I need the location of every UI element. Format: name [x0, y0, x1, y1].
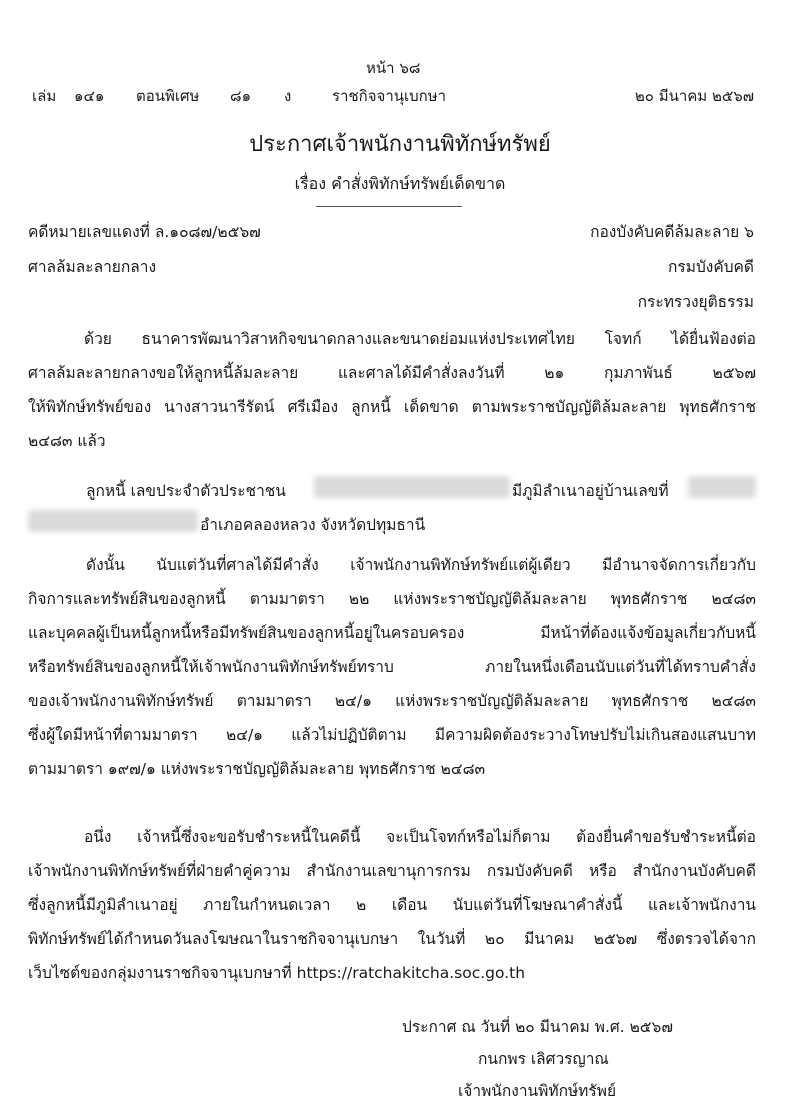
section-letter: ง [284, 87, 292, 105]
debtor-district: อำเภอคลองหลวง จังหวัดปทุมธานี [200, 516, 426, 534]
court-name: ศาลล้มละลายกลาง [28, 258, 157, 276]
redacted-id-number [314, 476, 510, 498]
document-title: ประกาศเจ้าพนักงานพิทักษ์ทรัพย์ [249, 132, 551, 157]
paragraph-authority [28, 548, 756, 786]
paragraph-petition [28, 322, 756, 458]
paragraph-line: ๒๔๘๓ แล้ว [28, 432, 106, 450]
paragraph-line: ศาลล้มละลายกลางขอให้ลูกหนี้ล้มละลาย และศาลได้มีคำสั่งลงวันที่ ๒๑ กุมภาพันธ์ ๒๕๖๗ [28, 364, 756, 382]
paragraph-line: ของเจ้าพนักงานพิทักษ์ทรัพย์ ตามมาตรา ๒๔/๑ แห่งพระราชบัญญัติล้มละลาย พุทธศักราช ๒๔๘๓ [28, 692, 756, 710]
paragraph-line: และบุคคลผู้เป็นหนี้ลูกหนี้หรือมีทรัพย์สินของลูกหนี้อยู่ในครอบครอง มีหน้าที่ต้องแจ้งข้อมูลเกี่ยวกับหนี้ [28, 624, 756, 642]
paragraph-line: พิทักษ์ทรัพย์ได้กำหนดวันลงโฆษณาในราชกิจจานุเบกษา ในวันที่ ๒๐ มีนาคม ๒๕๖๗ ซึ่งตรวจได้จาก [28, 930, 756, 948]
volume-number: ๑๔๑ [74, 87, 105, 105]
paragraph-line: ดังนั้น นับแต่วันที่ศาลได้มีคำสั่ง เจ้าพนักงานพิทักษ์ทรัพย์แต่ผู้เดียว มีอำนาจจัดการเกี่ยวกับ [86, 556, 756, 574]
paragraph-line: ซึ่งผู้ใดมีหน้าที่ตามมาตรา ๒๔/๑ แล้วไม่ปฏิบัติตาม มีความผิดต้องระวางโทษปรับไม่เกินสองแสนบาท [28, 726, 756, 744]
division-name: กองบังคับคดีล้มละลาย ๖ [590, 223, 754, 241]
paragraph-line: ให้พิทักษ์ทรัพย์ของ นางสาวนารีรัตน์ ศรีเมือง ลูกหนี้ เด็ดขาด ตามพระราชบัญญัติล้มละลาย พุทธศักราช [28, 398, 756, 416]
document-subject: เรื่อง คำสั่งพิทักษ์ทรัพย์เด็ดขาด [294, 174, 506, 193]
signatory-position: เจ้าพนักงานพิทักษ์ทรัพย์ [458, 1082, 617, 1100]
debtor-id-label: ลูกหนี้ เลขประจำตัวประชาชน [86, 482, 286, 500]
paragraph-line: ตามมาตรา ๑๙๗/๑ แห่งพระราชบัญญัติล้มละลาย พุทธศักราช ๒๔๘๓ [28, 760, 486, 778]
redacted-address [28, 510, 198, 532]
issue-number: ๘๑ [230, 87, 252, 105]
paragraph-line: หรือทรัพย์สินของลูกหนี้ให้เจ้าพนักงานพิทักษ์ทรัพย์ทราบ ภายในหนึ่งเดือนนับแต่วันที่ได้ทราบคำสั่ง [28, 658, 756, 676]
paragraph-claims [28, 820, 756, 990]
paragraph-line: ซึ่งลูกหนี้มีภูมิลำเนาอยู่ ภายในกำหนดเวลา ๒ เดือน นับแต่วันที่โฆษณาคำสั่งนี้ และเจ้าพนักงาน [28, 896, 756, 914]
signatory-name: กนกพร เลิศวรญาณ [478, 1050, 609, 1068]
case-number: คดีหมายเลขแดงที่ ล.๑๐๘๗/๒๕๖๗ [28, 223, 261, 241]
volume-label: เล่ม [32, 87, 57, 105]
page-number: หน้า ๖๘ [366, 59, 421, 77]
paragraph-line: ด้วย ธนาคารพัฒนาวิสาหกิจขนาดกลางและขนาดย่อมแห่งประเทศไทย โจทก์ ได้ยื่นฟ้องต่อ [84, 330, 756, 348]
paragraph-line: กิจการและทรัพย์สินของลูกหนี้ ตามมาตรา ๒๒ แห่งพระราชบัญญัติล้มละลาย พุทธศักราช ๒๔๘๓ [28, 590, 756, 608]
issue-label: ตอนพิเศษ [136, 87, 200, 105]
ministry-name: กระทรวงยุติธรรม [637, 293, 754, 311]
announcement-date: ประกาศ ณ วันที่ ๒๐ มีนาคม พ.ศ. ๒๕๖๗ [402, 1018, 674, 1036]
publication-date: ๒๐ มีนาคม ๒๕๖๗ [634, 87, 754, 105]
paragraph-line: เว็บไซต์ของกลุ่มงานราชกิจจานุเบกษาที่ https://ratchakitcha.soc.go.th [28, 964, 526, 982]
publication-name: ราชกิจจานุเบกษา [332, 87, 447, 105]
title-divider [316, 206, 462, 207]
paragraph-line: เจ้าพนักงานพิทักษ์ทรัพย์ที่ฝ่ายคำคู่ความ สำนักงานเลขานุการกรม กรมบังคับคดี หรือ สำนักงานบังคับคดี [28, 862, 756, 880]
domicile-label: มีภูมิลำเนาอยู่บ้านเลขที่ [512, 482, 669, 500]
paragraph-line: อนึ่ง เจ้าหนี้ซึ่งจะขอรับชำระหนี้ในคดีนี้ จะเป็นโจทก์หรือไม่ก็ตาม ต้องยื่นคำขอรับชำระหนี้ต่อ [84, 828, 756, 846]
department-name: กรมบังคับคดี [668, 258, 754, 276]
redacted-house-number [688, 476, 756, 498]
